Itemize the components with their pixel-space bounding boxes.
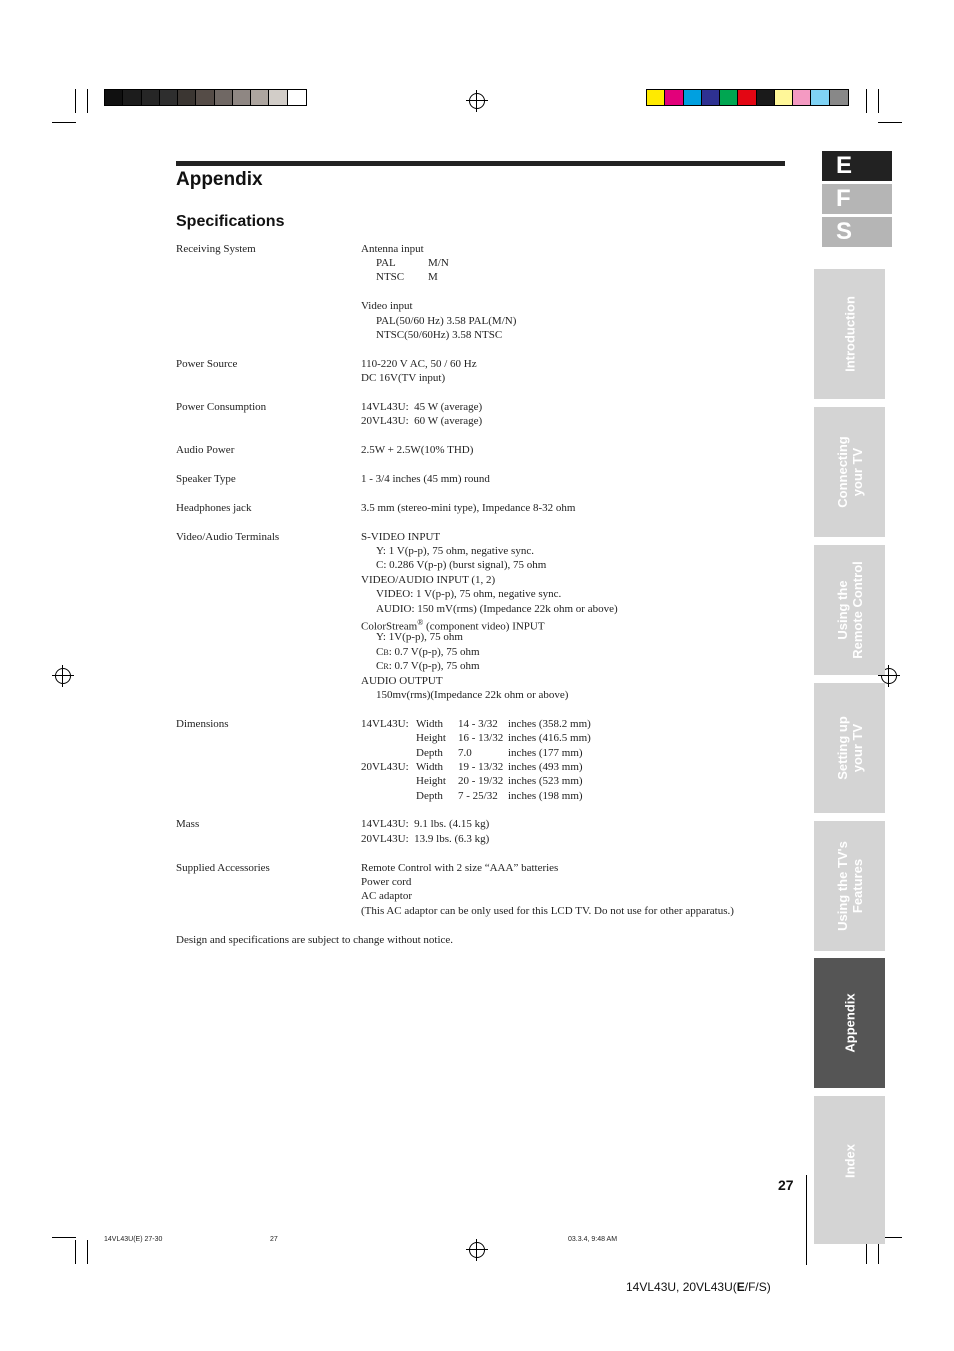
crop-mark (878, 89, 879, 113)
spec-value (376, 659, 480, 675)
dimension-axis: Height (416, 732, 446, 744)
language-tab-spanish[interactable]: S (822, 217, 892, 247)
spec-label: Power Source (176, 358, 238, 370)
spec-note: Design and specifications are subject to change without notice. (176, 934, 454, 946)
spec-value: S-VIDEO INPUT (361, 531, 441, 543)
calibration-swatch (142, 90, 160, 105)
calibration-swatch (775, 90, 793, 105)
section-tab-features[interactable] (814, 821, 885, 951)
language-tab-french[interactable]: F (822, 184, 892, 214)
cr-subscript: R (383, 662, 389, 671)
spec-value: M (428, 271, 438, 283)
slug-date: 03.3.4, 9:48 AM (568, 1236, 618, 1243)
dimension-unit: inches (523 mm) (508, 775, 583, 787)
calibration-swatch (288, 90, 306, 105)
calibration-swatch (738, 90, 756, 105)
section-tab-connecting[interactable] (814, 407, 885, 537)
tab-label-line: Appendix (842, 993, 857, 1053)
registration-mark-icon (469, 1242, 485, 1258)
crop-mark (87, 1240, 88, 1264)
registered-mark: ® (417, 618, 424, 627)
spec-value: Antenna input (361, 243, 424, 255)
section-tab-introduction[interactable] (814, 269, 885, 399)
slug-page: 27 (270, 1236, 278, 1243)
spec-value: PAL(50/60 Hz) 3.58 PAL(M/N) (376, 315, 517, 327)
calibration-swatch (684, 90, 702, 105)
spec-label: Video/Audio Terminals (176, 531, 280, 543)
tab-label-line: Remote Control (849, 561, 865, 659)
calibration-swatch (793, 90, 811, 105)
dimension-axis: Depth (416, 790, 443, 802)
spec-value: PAL (376, 257, 396, 269)
tab-label-line: Connecting (834, 436, 850, 508)
crop-mark (75, 89, 76, 113)
spec-value: DC 16V(TV input) (361, 372, 446, 384)
grayscale-calibration-bar (104, 89, 307, 106)
tab-label (835, 841, 865, 931)
cr-value: : 0.7 V(p-p), 75 ohm (388, 660, 480, 672)
spec-value: Y: 1 V(p-p), 75 ohm, negative sync. (376, 545, 534, 557)
calibration-swatch (665, 90, 683, 105)
spec-value: AUDIO OUTPUT (361, 675, 443, 687)
spec-label: Audio Power (176, 444, 235, 456)
dimension-unit: inches (358.2 mm) (508, 718, 591, 730)
spec-value: 14VL43U: 45 W (average) (361, 401, 483, 413)
slug-file: 14VL43U(E) 27-30 (104, 1236, 163, 1243)
spec-label: Dimensions (176, 718, 229, 730)
spec-value: 2.5W + 2.5W(10% THD) (361, 444, 474, 456)
model-footer (626, 1280, 771, 1294)
spec-value: (This AC adaptor can be only used for this LCD TV. Do not use for other apparatus.) (361, 905, 734, 917)
dimension-unit: inches (416.5 mm) (508, 732, 591, 744)
tab-label (842, 1144, 857, 1178)
language-tab-english[interactable]: E (822, 151, 892, 181)
spec-value: 20VL43U: 13.9 lbs. (6.3 kg) (361, 833, 490, 845)
cb-letter: C (376, 646, 384, 658)
section-tab-index[interactable] (814, 1096, 885, 1244)
tab-label-line: your TV (849, 447, 865, 497)
model-bold: E (736, 1280, 745, 1294)
dimension-value: 7 - 25/32 (458, 790, 498, 802)
spec-label: Mass (176, 818, 200, 830)
spec-value: 1 - 3/4 inches (45 mm) round (361, 473, 490, 485)
spec-value: VIDEO/AUDIO INPUT (1, 2) (361, 574, 496, 586)
calibration-swatch (160, 90, 178, 105)
crop-mark (52, 1237, 76, 1238)
dimension-model: 20VL43U: (361, 761, 409, 773)
cr-letter: C (376, 660, 384, 672)
spec-value: VIDEO: 1 V(p-p), 75 ohm, negative sync. (376, 588, 562, 600)
calibration-swatch (215, 90, 233, 105)
crop-mark (87, 89, 88, 113)
spec-value: NTSC (376, 271, 405, 283)
calibration-swatch (105, 90, 123, 105)
calibration-swatch (178, 90, 196, 105)
calibration-swatch (702, 90, 720, 105)
colorstream-rest: (component video) INPUT (423, 620, 545, 633)
dimension-axis: Width (416, 761, 444, 773)
page-title: Appendix (176, 169, 263, 190)
spec-label: Speaker Type (176, 473, 236, 485)
tab-label-line: your TV (849, 723, 865, 773)
spec-value: C: 0.286 V(p-p) (burst signal), 75 ohm (376, 559, 547, 571)
tab-label (842, 296, 857, 372)
dimension-unit: inches (198 mm) (508, 790, 583, 802)
tab-label-line: Using the (834, 580, 850, 640)
spec-label: Power Consumption (176, 401, 267, 413)
spec-value: 20VL43U: 60 W (average) (361, 415, 483, 427)
colorstream-text: ColorStream (361, 620, 418, 633)
calibration-swatch (757, 90, 775, 105)
dimension-value: 19 - 13/32 (458, 761, 504, 773)
section-tab-setting-up[interactable] (814, 683, 885, 813)
header-rule (176, 161, 785, 166)
spec-value: 14VL43U: 9.1 lbs. (4.15 kg) (361, 818, 490, 830)
registration-mark-icon (55, 668, 71, 684)
model-suffix: /F/S) (744, 1280, 771, 1294)
calibration-swatch (647, 90, 665, 105)
tab-label (835, 436, 865, 508)
dimension-unit: inches (493 mm) (508, 761, 583, 773)
tab-label-line: Introduction (842, 296, 857, 372)
calibration-swatch (233, 90, 251, 105)
page-divider (806, 1175, 807, 1265)
spec-value: NTSC(50/60Hz) 3.58 NTSC (376, 329, 503, 341)
tab-label (835, 561, 865, 659)
spec-value: Y: 1V(p-p), 75 ohm (376, 631, 463, 643)
spec-label: Receiving System (176, 243, 256, 255)
cb-subscript: B (383, 648, 389, 657)
spec-value: Power cord (361, 876, 412, 888)
calibration-swatch (811, 90, 829, 105)
crop-mark (878, 122, 902, 123)
dimension-model: 14VL43U: (361, 718, 409, 730)
tab-label-line: Using the TV's (834, 841, 850, 931)
tab-label (842, 993, 857, 1052)
tab-label-line: Features (849, 858, 865, 914)
model-prefix: 14VL43U, 20VL43U( (626, 1280, 737, 1294)
tab-label-line: Setting up (834, 716, 850, 780)
spec-label: Supplied Accessories (176, 862, 270, 874)
dimension-axis: Width (416, 718, 444, 730)
spec-value: 150mv(rms)(Impedance 22k ohm or above) (376, 689, 569, 701)
spec-value: Remote Control with 2 size “AAA” batteries (361, 862, 559, 874)
calibration-swatch (720, 90, 738, 105)
crop-mark (52, 122, 76, 123)
spec-value: AC adaptor (361, 890, 413, 902)
spec-value: M/N (428, 257, 449, 269)
spec-label: Headphones jack (176, 502, 252, 514)
spec-value: 3.5 mm (stereo-mini type), Impedance 8-32 ohm (361, 502, 576, 514)
calibration-swatch (251, 90, 269, 105)
cb-value: : 0.7 V(p-p), 75 ohm (388, 646, 480, 658)
tab-label-line: Index (842, 1144, 857, 1179)
spec-value: AUDIO: 150 mV(rms) (Impedance 22k ohm or above) (376, 603, 618, 615)
spec-value: 110-220 V AC, 50 / 60 Hz (361, 358, 477, 370)
calibration-swatch (123, 90, 141, 105)
section-title: Specifications (176, 213, 285, 230)
dimension-axis: Height (416, 775, 446, 787)
dimension-axis: Depth (416, 747, 443, 759)
spec-value: Video input (361, 300, 413, 312)
section-tab-remote-control[interactable] (814, 545, 885, 675)
calibration-swatch (196, 90, 214, 105)
dimension-value: 14 - 3/32 (458, 718, 498, 730)
tab-label (835, 716, 865, 780)
registration-mark-icon (469, 93, 485, 109)
dimension-value: 20 - 19/32 (458, 775, 504, 787)
calibration-swatch (830, 90, 848, 105)
dimension-value: 16 - 13/32 (458, 732, 504, 744)
page-number: 27 (778, 1177, 794, 1193)
crop-mark (866, 89, 867, 113)
dimension-value: 7.0 (458, 747, 472, 759)
color-calibration-bar (646, 89, 849, 106)
calibration-swatch (269, 90, 287, 105)
crop-mark (75, 1240, 76, 1264)
dimension-unit: inches (177 mm) (508, 747, 583, 759)
section-tab-appendix[interactable] (814, 958, 885, 1088)
